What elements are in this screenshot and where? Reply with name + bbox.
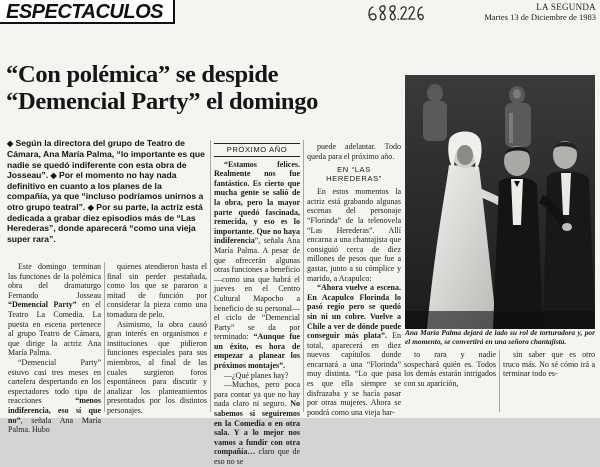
headline-rest-2: el domingo [200,88,319,115]
headline-quote-1: “Con polémica” [6,61,170,88]
subhead-line: HEREDERAS” [326,174,382,184]
subhead-proximo-ano: PROXIMO AÑO [214,143,300,157]
paragraph: Asimismo, la obra causó gran interés en organismos e instituciones que pidieron funciones especiales para sus miembros, al final de las cuales surgieron foros espontáneos para discutir y analizar los planteamientos presentados por los distintos personajes. [107,319,207,415]
article-headline [6,61,401,115]
paragraph [8,262,101,358]
headline-rest-1: se despide [169,61,279,88]
text-run: claro que de eso no se [214,447,300,466]
body-column-1 [8,262,101,435]
column-rule [210,140,211,412]
section-title: ESPECTACULOS [0,0,175,24]
lead-point-2: Por el momento no hay nada definitivo en cuanto a los planes de la compañía, ya que “incluso podríamos unirnos a otro grupo teatral”. [7,169,204,212]
lead-point-3: Por su parte, la actriz está dedicada a grabar diez episodios más de “Las Herederas”, donde aparecerá “como una vieja super rara”. [7,201,203,244]
text-run: en el Teatro La Comedia. La puesta en escena pertenece al grupo Teatro de Cámara, que dirige la actriz Ana María Palma. [8,300,102,358]
emphasis-quote: No sabemos si seguiremos en la Comedia o en otra sala. Y a lo mejor nos vamos a fundir con otra compañía… [214,399,300,457]
subhead-line: EN “LAS [337,165,371,175]
paragraph: to rara y nadie sospechará quién es. Todos los demás estarán intrigados con su aparición, [404,350,496,388]
text-run: , señala Ana María Palma. Hubo [8,415,101,435]
column-rule [303,140,304,412]
emphasis-quote: Que no haya indiferencia [214,226,300,246]
headline-quote-2: “Demencial Party” [6,88,201,115]
paragraph [307,283,401,417]
bullet-diamond-icon: ◆ [87,202,94,212]
headline-line-2 [6,88,401,115]
subhead-las-herederas [307,165,401,183]
emphasis-quote: “Estamos felices. Realmente nos fue fantástico. Es cierto que mucha gente se salió de la obra, pero la mayor parte quedó fascinada, remecida, y eso es lo importante. [214,159,300,236]
paragraph: sin saber que es otro truco más. No sé cómo irá a terminar todo es- [503,350,595,379]
bullet-diamond-icon: ◆ [7,139,14,148]
paragraph [8,358,101,435]
paragraph: puede adelantar. Todo queda para el próximo año. [307,142,401,161]
text-run: “Demencial Party” estuvo casi tres meses en cartelera despertando en los espectadores todo tipo de reacciones [8,357,101,406]
column-rule [499,350,500,412]
newspaper-name: LA SEGUNDA [536,2,596,12]
photo-caption: Ana María Palma dejará de lado su rol de torturadora y, por el momento, se convertirá en una señora chantajista. [405,328,595,346]
text-run: —Muchos, pero poca para contar ya que no hay nada claro ni seguro. [214,380,300,409]
body-column-3 [214,142,300,467]
emphasis-quote: “menos indiferencia, eso sí que no” [8,396,101,425]
text-run: En total, aparecerá en diez nuevos capítulos donde encarnará a una “Florinda” muy distinta. “Lo que pasa es que ella siempre se disfrazaba y se hacía pasar por otras mujeres. Ahora se pondrá como una vieja har- [307,331,402,417]
stage-photo [405,75,595,329]
paragraph: —¿Qué planes hay? [224,370,289,380]
column-rule [104,262,105,412]
paragraph [214,380,300,466]
headline-line-1 [6,61,401,88]
body-column-5 [404,350,496,388]
text-run: ”, señala Ana María Palma. A pesar de que ofrecerán algunas otras funciones a beneficio —como una que habrá el jueves en el Centro Cultural Mapocho a beneficio de su personal— el ciclo de “Demencial Party” se da por terminado: [214,236,300,342]
stage-scene-drawing [405,75,595,329]
bullet-diamond-icon: ◆ [50,170,57,180]
paragraph: quienes atendieron hasta el final sin perder pestañada, como los que se pararon a mitad de función por considerar la pieza como una tomadura de pelo. [107,262,207,319]
paragraph [214,160,300,371]
paragraph: En estos momentos la actriz está grabando algunas escenas del personaje “Florinda” de la telenovela “Las Herederas”. Allí encarna a una chantajista que consiguió cerca de diez millones de pesos que fue a gastar, junto a su cómplice y marido, a Acapulco: [307,187,401,283]
body-column-2 [107,262,207,416]
article-lead [7,138,206,244]
issue-date: Martes 13 de Diciembre de 1983 [484,12,596,22]
masthead-band [0,0,600,29]
play-title: “Demencial Party” [8,300,77,310]
body-column-4 [307,142,401,417]
lead-point-1: Según la directora del grupo de Teatro de Cámara, Ana María Palma, “lo importante es que nadie se quedó indiferente con esta obra de Josseau”. [7,138,205,180]
body-column-6 [503,350,595,379]
emphasis-quote: “Aunque fue un éxito, es hora de empezar a planear los próximos montajes”. [214,332,300,371]
emphasis-quote: “Ahora vuelve a escena. En Acapulco Florinda lo pasó regio pero se quedó sin ni un cobre. Vuelve a Chile a ver de dónde puede conseguir más plata”. [307,283,401,341]
text-run: Este domingo terminan las funciones de la polémica obra del dramaturgo Fernando Josseau [8,262,101,300]
